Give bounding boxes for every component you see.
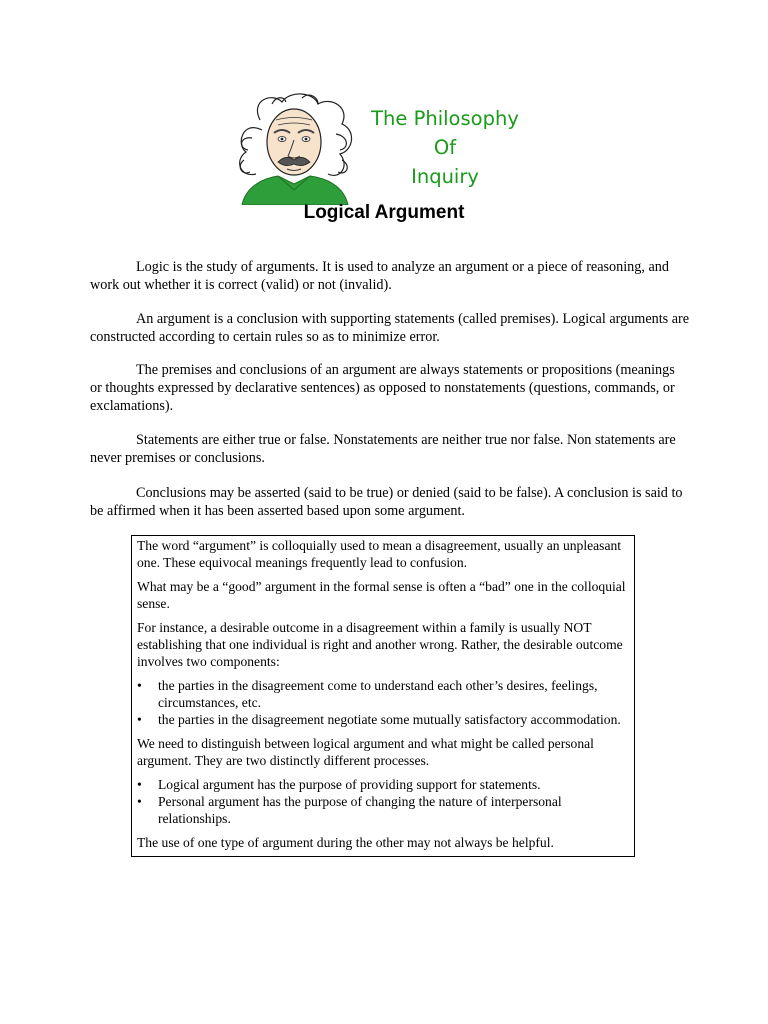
paragraph-2 <box>90 310 690 346</box>
list-item <box>137 711 629 728</box>
note-paragraph-3: For instance, a desirable outcome in a disagreement within a family is usually NOT establishing that one individual is right and another wrong. Rather, the desirable outcome involves two components: <box>137 620 623 669</box>
paragraph-4-text: Statements are either true or false. Nonstatements are neither true nor false. Non statements are never premises or conclusions. <box>90 432 676 466</box>
paragraph-1-text: Logic is the study of arguments. It is used to analyze an argument or a piece of reasoning, and work out whether it is correct (valid) or not (invalid). <box>90 259 669 293</box>
note-list-2 <box>137 776 629 827</box>
note-paragraph-2: What may be a “good” argument in the formal sense is often a “bad” one in the colloquial sense. <box>137 579 626 611</box>
paragraph-3-text: The premises and conclusions of an argument are always statements or propositions (meanings or thoughts expressed by declarative sentences) as opposed to nonstatements (questions, commands, or exclamations). <box>90 362 675 414</box>
document-title: Logical Argument <box>303 202 465 223</box>
paragraph-5 <box>90 484 690 520</box>
header-title <box>360 104 530 191</box>
bullet-icon: • <box>137 678 142 693</box>
paragraph-3 <box>90 361 690 415</box>
list-item <box>137 776 629 793</box>
paragraph-5-text: Conclusions may be asserted (said to be true) or denied (said to be false). A conclusion is said to be affirmed when it has been asserted based upon some argument. <box>90 485 683 519</box>
paragraph-2-text: An argument is a conclusion with supporting statements (called premises). Logical arguments are constructed according to certain rules so as to minimize error. <box>90 311 690 345</box>
note-list-1 <box>137 677 629 728</box>
note-paragraph-1: The word “argument” is colloquially used to mean a disagreement, usually an unpleasant one. These equivocal meanings frequently lead to confusion. <box>137 538 622 570</box>
header-title-line-3: Inquiry <box>411 165 479 188</box>
list-item-text: the parties in the disagreement negotiate some mutually satisfactory accommodation. <box>158 712 621 727</box>
sidebar-note-box <box>131 535 635 857</box>
note-paragraph-4: We need to distinguish between logical argument and what might be called personal argument. They are two distinctly different processes. <box>137 736 594 768</box>
header-title-line-1: The Philosophy <box>371 107 519 130</box>
bullet-icon: • <box>137 794 142 809</box>
list-item <box>137 793 629 827</box>
bullet-icon: • <box>137 777 142 792</box>
bullet-icon: • <box>137 712 142 727</box>
einstein-caricature-image <box>232 90 360 205</box>
header-title-line-2: Of <box>433 136 457 159</box>
paragraph-4 <box>90 431 690 467</box>
paragraph-1 <box>90 258 690 294</box>
list-item-text: the parties in the disagreement come to understand each other’s desires, feelings, circumstances, etc. <box>158 678 598 710</box>
list-item <box>137 677 629 711</box>
list-item-text: Personal argument has the purpose of changing the nature of interpersonal relationships. <box>158 794 562 826</box>
note-paragraph-5: The use of one type of argument during the other may not always be helpful. <box>137 835 554 850</box>
list-item-text: Logical argument has the purpose of providing support for statements. <box>158 777 541 792</box>
